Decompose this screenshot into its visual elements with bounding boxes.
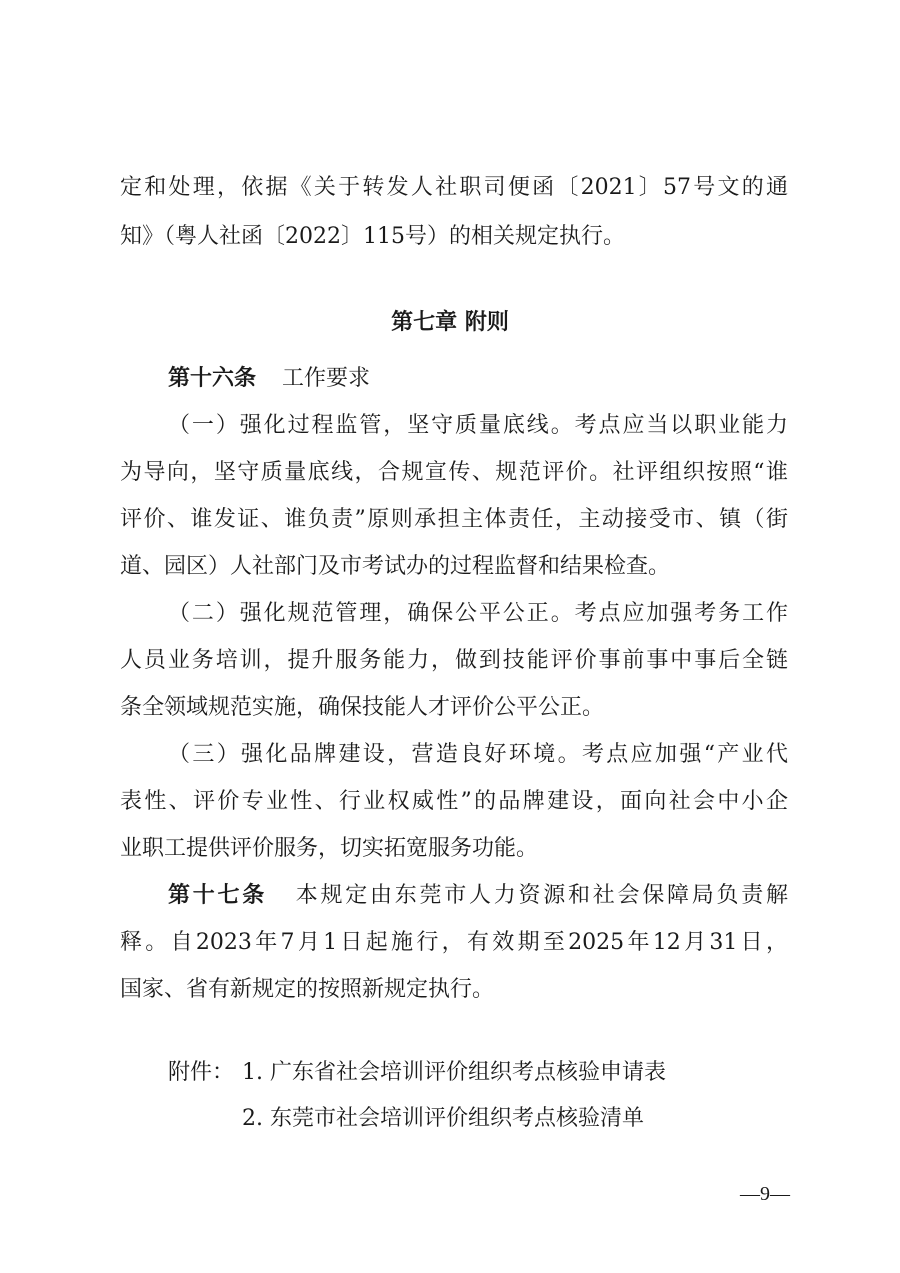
page-number: —9— [740,1183,790,1205]
item-1-line: 评价、谁发证、谁负责”原则承担主体责任，主动接受市、镇（街 [120,507,788,532]
item-3-line: （三）强化品牌建设，营造良好环境。考点应加强“产业代 [168,742,788,767]
paragraph-line: 定和处理，依据《关于转发人社职司便函〔2021〕57号文的通 [120,175,788,200]
article-16-title: 工作要求 [282,366,371,391]
item-2-line: 条全领域规范实施，确保技能人才评价公平公正。 [120,695,605,720]
article-17-number: 第十七条 [168,883,267,908]
item-2-line: （二）强化规范管理，确保公平公正。考点应加强考务工作 [168,601,788,626]
attachment-label: 附件： [168,1060,235,1085]
attachment-item: 2. 东莞市社会培训评价组织考点核验清单 [242,1106,644,1131]
attachment-item: 1. 广东省社会培训评价组织考点核验申请表 [242,1060,666,1085]
article-17-line [168,881,788,911]
article-17-line: 国家、省有新规定的按照新规定执行。 [120,977,495,1002]
article-17-text: 本规定由东莞市人力资源和社会保障局负责解 [293,883,788,908]
article-16-heading [168,364,788,394]
item-1-line: 道、园区）人社部门及市考试办的过程监督和结果检查。 [120,554,671,579]
paragraph-line: 知》（粤人社函〔2022〕115号）的相关规定执行。 [120,224,625,249]
item-1-line: （一）强化过程监管，坚守质量底线。考点应当以职业能力 [168,413,788,438]
item-2-line: 人员业务培训，提升服务能力，做到技能评价事前事中事后全链 [120,648,788,673]
article-16-number: 第十六条 [168,366,257,391]
article-17-line: 释。自2023年7月1日起施行，有效期至2025年12月31日， [120,930,788,955]
item-3-line: 业职工提供评价服务，切实拓宽服务功能。 [120,836,539,861]
item-3-line: 表性、评价专业性、行业权威性”的品牌建设，面向社会中小企 [120,789,788,814]
chapter-title: 第七章 附则 [391,310,509,335]
item-1-line: 为导向，坚守质量底线，合规宣传、规范评价。社评组织按照“谁 [120,460,788,485]
